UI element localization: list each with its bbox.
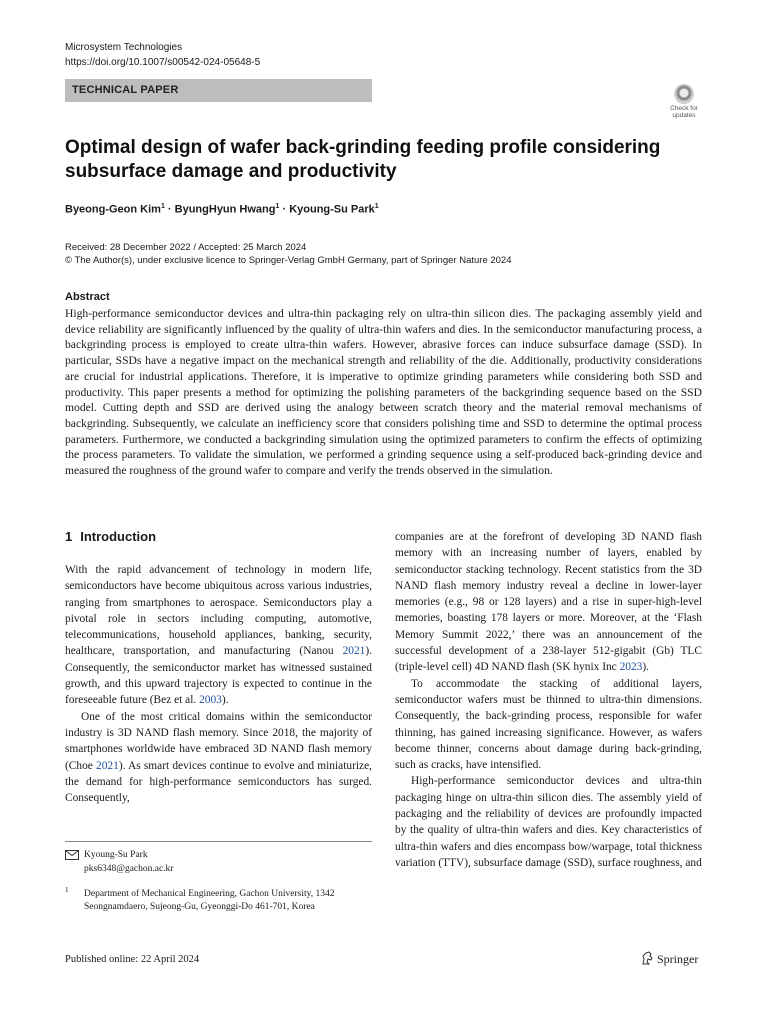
abstract-text: High-performance semiconductor devices and ultra-thin packaging rely on ultra-thin silicon dies. The packaging assembly yield and device reliability are significantly influenced by the quality of ultra-thin wafers and dies. In the semiconductor manufacturing process, a backgrinding process is employed to create ultra-thin wafers. However, abrasive forces can induce subsurface damage (SSD). In particular, SSDs have a negative impact on the mechanical strength and reliability of the die. Additionally, productivity considerations are crucial for industrial applications. Therefore, it is imperative to optimize grinding parameters while considering both SSD and productivity. This paper presents a method for optimizing the polishing parameters of the backgrinding sequence based on the SSD model. Cutting depth and SSD are derived using the analogy between scratch theory and the material removal mechanisms of backgrinding. Subsequently, we calculate an inefficiency score that considers polishing time and SSD to determine the optimal process parameters. Furthermore, we conducted a backgrinding simulation using the optimized parameters to confirm the effects of optimizing the process parameters. To validate the simulation, we performed a grinding sequence using a self-produced back-grinding device and measured the roughness of the ground wafer to compare and verify the trends observed in the simulation. bbox=[65, 307, 702, 478]
author-list bbox=[65, 203, 379, 216]
citation-link[interactable]: 2023 bbox=[619, 661, 643, 674]
copyright-line: © The Author(s), under exclusive licence to Springer-Verlag GmbH Germany, part of Springer Nature 2024 bbox=[65, 255, 512, 266]
check-for-updates-badge[interactable] bbox=[666, 84, 702, 124]
affiliation-marker: 1 bbox=[374, 203, 379, 210]
footnote-divider bbox=[65, 841, 372, 842]
dates-line: Received: 28 December 2022 / Accepted: 25 March 2024 bbox=[65, 242, 307, 253]
doi-link[interactable]: https://doi.org/10.1007/s00542-024-05648-5 bbox=[65, 57, 261, 68]
author-name[interactable]: ByungHyun Hwang bbox=[174, 203, 276, 216]
section-number: 1 bbox=[65, 529, 73, 544]
corresponding-author: Kyoung-Su Park bbox=[84, 850, 148, 860]
section-label: TECHNICAL PAPER bbox=[72, 84, 179, 96]
left-column bbox=[65, 562, 372, 806]
publisher-logo bbox=[641, 951, 698, 967]
paragraph: companies are at the forefront of developing 3D NAND flash memory with an increasing number of layers, enabled by semiconductor stacking technology. Recent statistics from the 3D NAND flash memory industry reveal a decline in lower-layer memories (e.g., 98 or 128 layers) and a rise in super-high-level memories, boasting 178 layers or more. Moreover, at the ‘Flash Memory Summit 2022,’ there was an announcement of the successful development of a 238-layer 512-gigabit (Gb) TLC (triple-level cell) 4D NAND flash (SK hynix Inc 2023). bbox=[395, 531, 702, 674]
author-name[interactable]: Kyoung-Su Park bbox=[289, 203, 375, 216]
author-separator: · bbox=[167, 203, 172, 216]
paragraph: To accommodate the stacking of additional layers, semiconductor wafers must be thinned to ultra-thin dimensions. Consequently, the back-grinding process, responsible for wafer thinning, has gained increasing significance. However, as wafers become thinner, concerns about damage during back-grinding, such as cracks, have intensified. bbox=[395, 677, 702, 772]
journal-name: Microsystem Technologies bbox=[65, 42, 183, 53]
paper-title: Optimal design of wafer back-grinding feeding profile considering subsurface damage and productivity bbox=[65, 137, 661, 182]
affiliation-text: Department of Mechanical Engineering, Gachon University, 1342 Seongnamdaero, Sujeong-Gu, Gyeonggi-Do 461-701, Korea bbox=[84, 889, 335, 912]
envelope-icon bbox=[65, 850, 79, 860]
affiliation-number: 1 bbox=[65, 886, 69, 894]
section-title: Introduction bbox=[80, 529, 157, 544]
publisher-name: Springer bbox=[657, 952, 699, 966]
springer-horse-icon bbox=[641, 951, 654, 965]
corresponding-email[interactable]: pks6348@gachon.ac.kr bbox=[84, 864, 174, 874]
check-updates-icon bbox=[674, 84, 694, 104]
published-date: Published online: 22 April 2024 bbox=[65, 954, 200, 965]
paragraph: High-performance semiconductor devices and ultra-thin packaging hinge on ultra-thin silicon dies. The assembly yield of packaging and the reliability of devices are profoundly impacted by the quality of ultra-thin wafers and dies. Key characteristics of ultra-thin wafers and dies encompass bow/warpage, total thickness variation (TTV), subsurface damage (SSD), surface roughness, and bbox=[395, 775, 702, 869]
section-heading bbox=[65, 529, 164, 544]
citation-link[interactable]: 2021 bbox=[342, 645, 366, 658]
paragraph: With the rapid advancement of technology in modern life, semiconductors have become ubiquitous across various industries, ranging from smartphones to aerospace. Semiconductors play a pivotal role in sectors including computing, automotive, telecommunications, household appliances, banking, security, healthcare, transportation, and manufacturing (Nanou 2021). Consequently, the semiconductor market has witnessed sustained growth, and this upward trajectory is expected to continue in the foreseeable future (Bez et al. 2003). bbox=[65, 564, 372, 707]
citation-link[interactable]: 2003 bbox=[199, 694, 222, 707]
paragraph: One of the most critical domains within the semiconductor industry is 3D NAND flash memory. Since 2018, the majority of smartphones worldwide have embraced 3D NAND flash memory (Choe 2021). As smart devices continue to evolve and miniaturize, the demand for high-performance semiconductors has surged. Consequently, bbox=[65, 710, 373, 805]
author-name[interactable]: Byeong-Geon Kim bbox=[65, 203, 161, 216]
affiliation-marker: 1 bbox=[160, 203, 165, 210]
right-column bbox=[395, 529, 702, 871]
citation-link[interactable]: 2021 bbox=[96, 759, 119, 772]
check-updates-label: Check for updates bbox=[670, 105, 698, 119]
abstract-heading: Abstract bbox=[65, 291, 110, 303]
affiliation-marker: 1 bbox=[275, 203, 280, 210]
author-separator: · bbox=[282, 203, 287, 216]
